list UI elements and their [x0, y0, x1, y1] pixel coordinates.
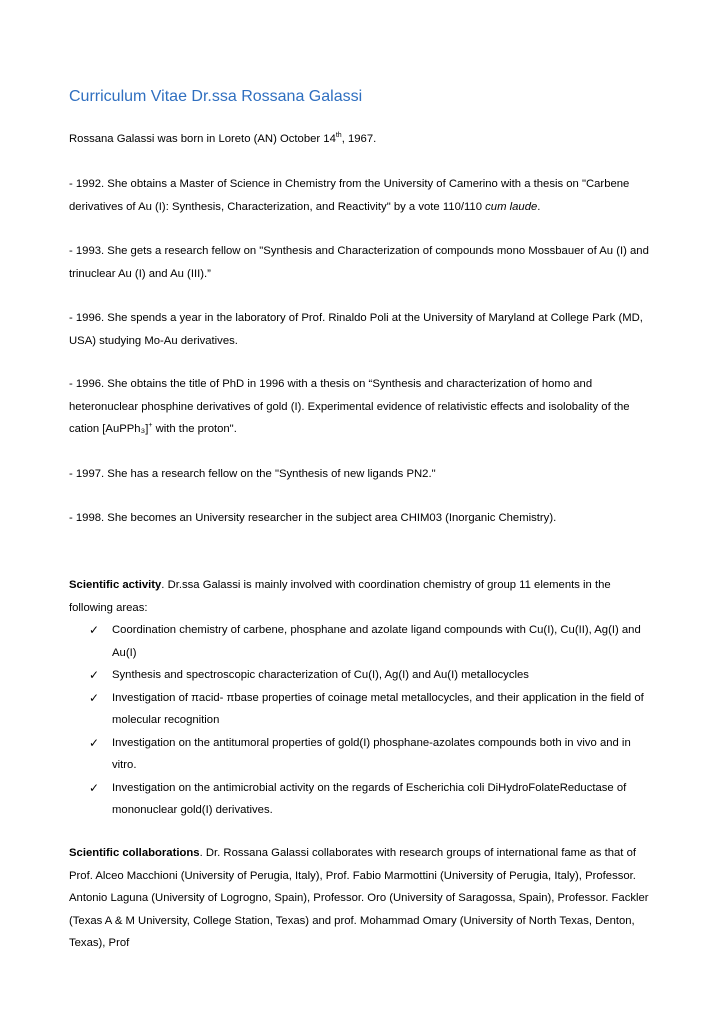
check-icon: ✓ — [89, 780, 100, 795]
scientific-activity-paragraph — [69, 574, 655, 619]
entry-1996-poli: - 1996. She spends a year in the laboratory of Prof. Rinaldo Poli at the University of Maryland at College Park (MD, USA) studying Mo-Au derivatives. — [69, 312, 643, 347]
entry-1992 — [69, 173, 655, 218]
list-item — [69, 732, 655, 777]
check-icon: ✓ — [89, 623, 100, 637]
list-item-text: Investigation on the antitumoral properties of gold(I) phosphane-azolates compounds both in vivo and in vitro. — [112, 736, 631, 771]
birth-paragraph — [69, 128, 655, 151]
scientific-activity-list — [69, 619, 655, 822]
birth-superscript: th — [335, 132, 342, 140]
list-item-text: Investigation of πacid- πbase properties of coinage metal metallocycles, and their application in the field of molecular recognition — [112, 691, 644, 726]
list-item — [69, 777, 655, 822]
page-title: Curriculum Vitae Dr.ssa Rossana Galassi — [69, 88, 363, 105]
list-item — [69, 687, 655, 732]
scientific-activity-label: Scientific activity — [69, 579, 162, 591]
entry-1997: - 1997. She has a research fellow on the "Synthesis of new ligands PN2." — [69, 468, 436, 480]
birth-text-end: , 1967. — [341, 133, 377, 145]
birth-text: Rossana Galassi was born in Loreto (AN) October 14 — [69, 133, 336, 145]
check-icon: ✓ — [89, 668, 100, 682]
check-icon: ✓ — [89, 735, 100, 750]
list-item-text: Investigation on the antimicrobial activity on the regards of Escherichia coli DiHydroFolateReductase of mononuclear gold(I) derivatives. — [112, 781, 627, 816]
entry-1992-end: . — [537, 200, 541, 213]
entry-1992-italic: cum laude — [485, 200, 538, 213]
entry-1993: - 1993. She gets a research fellow on "Synthesis and Characterization of compounds mono Mossbauer of Au (I) and trinuclear Au (I) and Au (III).” — [69, 245, 649, 280]
entry-1996-phd-superscript: + — [148, 422, 153, 430]
scientific-activity-text: . Dr.ssa Galassi is mainly involved with coordination chemistry of group 11 elements in the following areas: — [69, 579, 611, 614]
list-item-text: Synthesis and spectroscopic characterization of Cu(I), Ag(I) and Au(I) metallocycles — [112, 669, 529, 681]
check-icon: ✓ — [89, 690, 100, 705]
collaborations-text: . Dr. Rossana Galassi collaborates with research groups of international fame as that of Prof. Alceo Macchioni (University of Perugia, Italy), Prof. Fabio Marmottini (University of Perugia, Italy), Professor. Antonio Laguna (University of Logrogno, Spain), Professor. Oro (University of Saragossa, Spain), Professor. Fackler (Texas A & M University, College Station, Texas) and prof. Mohammad Omary (University of North Texas, Denton, Texas), Prof — [69, 847, 649, 949]
collaborations-paragraph — [69, 842, 655, 955]
collaborations-label: Scientific collaborations — [69, 847, 200, 859]
entry-1996-phd-text: - 1996. She obtains the title of PhD in 1996 with a thesis on “Synthesis and characterization of homo and heteronuclear phosphine derivatives of gold (I). Experimental evidence of relativistic effects and isolobality of the cation [AuPPh₃] — [69, 378, 630, 435]
entry-1998: - 1998. She becomes an University researcher in the subject area CHIM03 (Inorganic Chemistry). — [69, 512, 557, 524]
list-item — [69, 619, 655, 664]
list-item — [69, 664, 655, 687]
entry-1996-phd — [69, 373, 655, 441]
entry-1996-phd-end: with the proton". — [152, 423, 237, 435]
list-item-text: Coordination chemistry of carbene, phosphane and azolate ligand compounds with Cu(I), Cu(II), Ag(I) and Au(I) — [112, 624, 641, 659]
entry-1992-text: - 1992. She obtains a Master of Science in Chemistry from the University of Camerino with a thesis on "Carbene derivatives of Au (I): Synthesis, Characterization, and Reactivity" by a vote 110/110 — [69, 178, 630, 213]
